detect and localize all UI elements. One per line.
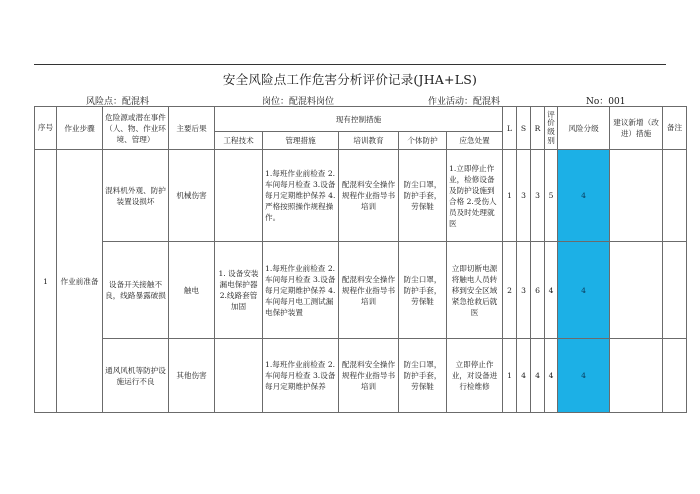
cell-remark xyxy=(663,242,687,339)
header-step: 作业步骤 xyxy=(57,107,103,150)
cell-consequence: 触电 xyxy=(169,242,215,339)
header-consequence: 主要后果 xyxy=(169,107,215,150)
cell-hazard: 混料机外观、防护装置设损坏 xyxy=(103,150,169,242)
cell-engineering xyxy=(215,150,263,242)
cell-emergency: 1.立即停止作业，检修设备及防护设施到合格 2.受伤人员及时处理就医 xyxy=(447,150,503,242)
group-step: 作业前准备 xyxy=(57,150,103,413)
table-row xyxy=(35,150,687,242)
cell-r: 3 xyxy=(531,150,545,242)
cell-management: 1.每班作业前检查 2.车间每月检查 3.设备每月定期维护保养 xyxy=(263,339,339,413)
cell-risk-level: 4 xyxy=(558,339,610,413)
header-suggest: 建议新增（改进）措施 xyxy=(610,107,663,150)
cell-suggest xyxy=(610,150,663,242)
cell-r: 6 xyxy=(531,242,545,339)
header-remark: 备注 xyxy=(663,107,687,150)
header-row-1 xyxy=(35,107,687,132)
cell-training: 配混料安全操作规程作业指导书培训 xyxy=(339,150,399,242)
cell-grade: 4 xyxy=(545,242,558,339)
header-risk-level: 风险分级 xyxy=(558,107,610,150)
cell-grade: 5 xyxy=(545,150,558,242)
cell-s: 4 xyxy=(517,339,531,413)
cell-consequence: 其他伤害 xyxy=(169,339,215,413)
cell-hazard: 设备开关接触不良，线路暴露破损 xyxy=(103,242,169,339)
activity-label: 作业活动：配混料 xyxy=(428,97,501,107)
cell-grade: 4 xyxy=(545,339,558,413)
cell-l: 1 xyxy=(503,150,517,242)
header-emergency: 应急处置 xyxy=(447,132,503,150)
top-rule xyxy=(34,64,666,65)
header-training: 培训教育 xyxy=(339,132,399,150)
cell-engineering xyxy=(215,339,263,413)
document-title: 安全风险点工作危害分析评价记录(JHA+LS) xyxy=(222,72,478,87)
cell-engineering: 1. 设备安装漏电保护器 2.线路套管加固 xyxy=(215,242,263,339)
cell-training: 配混料安全操作规程作业指导书培训 xyxy=(339,242,399,339)
cell-remark xyxy=(663,150,687,242)
group-seq: 1 xyxy=(35,150,57,413)
table-row xyxy=(35,242,687,339)
cell-training: 配混料安全操作规程作业指导书培训 xyxy=(339,339,399,413)
cell-s: 3 xyxy=(517,150,531,242)
cell-s: 3 xyxy=(517,242,531,339)
risk-point-label: 风险点：配混料 xyxy=(86,97,150,107)
cell-risk-level: 4 xyxy=(558,242,610,339)
header-ppe: 个体防护 xyxy=(399,132,447,150)
cell-hazard: 通风风机等防护设施运行不良 xyxy=(103,339,169,413)
cell-ppe: 防尘口罩，防护手套，劳保鞋 xyxy=(399,242,447,339)
header-engineering: 工程技术 xyxy=(215,132,263,150)
post-label: 岗位：配混料岗位 xyxy=(262,97,335,107)
cell-emergency: 立即切断电源将触电人员转移到安全区域紧急抢救后就医 xyxy=(447,242,503,339)
header-seq: 序号 xyxy=(35,107,57,150)
jha-table xyxy=(34,106,687,413)
cell-l: 1 xyxy=(503,339,517,413)
record-number: No：001 xyxy=(586,97,626,107)
cell-l: 2 xyxy=(503,242,517,339)
header-r: R xyxy=(531,107,545,150)
header-grade: 评价级别 xyxy=(545,107,558,150)
cell-management: 1.每班作业前检查 2.车间每月检查 3.设备每月定期维护保养 4.车间每月电工测试漏电保护装置 xyxy=(263,242,339,339)
cell-emergency: 立即停止作业，对设备进行检维修 xyxy=(447,339,503,413)
cell-suggest xyxy=(610,242,663,339)
cell-r: 4 xyxy=(531,339,545,413)
header-management: 管理措施 xyxy=(263,132,339,150)
cell-risk-level: 4 xyxy=(558,150,610,242)
cell-remark xyxy=(663,339,687,413)
table-row xyxy=(35,339,687,413)
header-hazard: 危险源或潜在事件（人、物、作业环境、管理） xyxy=(103,107,169,150)
cell-ppe: 防尘口罩，防护手套，劳保鞋 xyxy=(399,339,447,413)
cell-consequence: 机械伤害 xyxy=(169,150,215,242)
header-l: L xyxy=(503,107,517,150)
header-s: S xyxy=(517,107,531,150)
cell-ppe: 防尘口罩，防护手套，劳保鞋 xyxy=(399,150,447,242)
cell-suggest xyxy=(610,339,663,413)
header-controls: 现有控制措施 xyxy=(215,107,503,132)
cell-management: 1.每班作业前检查 2.车间每月检查 3.设备每月定期维护保养 4.严格按照操作规程操作。 xyxy=(263,150,339,242)
